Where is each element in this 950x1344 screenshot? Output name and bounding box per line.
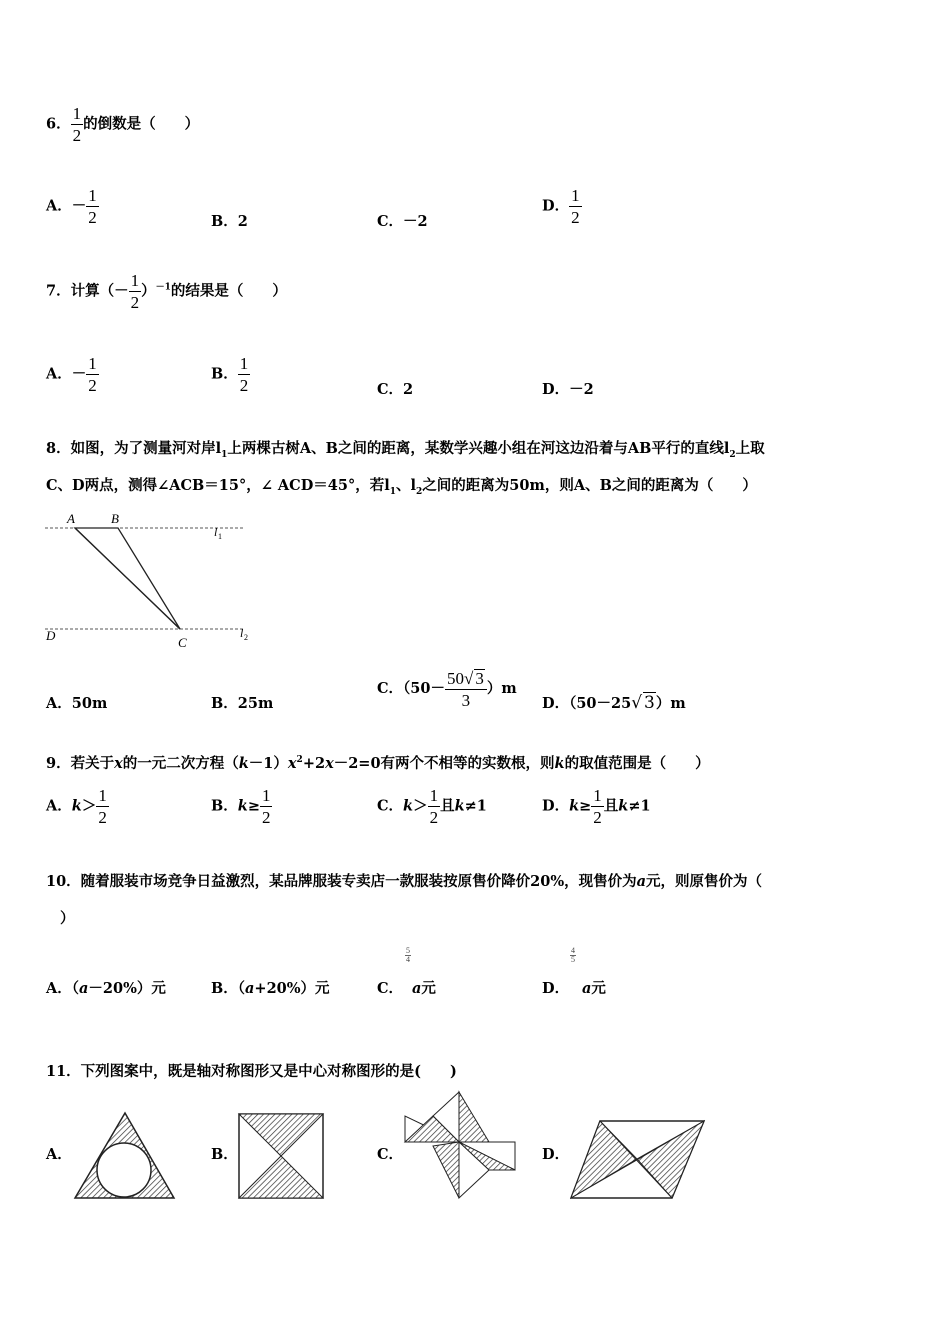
q9-option-c: C．k＞ $\frac{1}{2}$ 且k≠1 <box>377 786 487 827</box>
q7-option-a: A．－ $\frac{1}{2}$ <box>46 354 97 395</box>
q11-figure-d-parallelogram <box>568 1118 708 1202</box>
q10-option-d-fraction: $\frac{4}{5}$ <box>571 946 575 964</box>
svg-text:C: C <box>178 635 187 650</box>
q6-option-b: B．2 <box>211 213 248 230</box>
q6-option-c: C．－2 <box>377 213 428 230</box>
q11-figure-c-pinwheel <box>403 1090 519 1202</box>
question-7: 7．计算（－ $\frac{1}{2}$ ）$^{-1}$的结果是（ ） <box>46 271 287 312</box>
q8-option-d: D．（50－25√ 3）m <box>542 693 686 713</box>
q10-option-a: A．（a－20%）元 <box>46 980 166 997</box>
q10-option-b: B．（a+20%）元 <box>211 980 330 997</box>
q10-option-c-fraction: $\frac{5}{4}$ <box>406 946 410 964</box>
svg-text:D: D <box>46 628 56 643</box>
q6-option-a: A．－ $\frac{1}{2}$ <box>46 186 97 227</box>
q11-figure-a-triangle <box>72 1110 178 1202</box>
question-number: 6． <box>46 115 71 133</box>
q11-figure-b-square <box>237 1112 327 1202</box>
q9-option-d: D．k≥ $\frac{1}{2}$ 且k≠1 <box>542 786 651 827</box>
question-text: 的倒数是（ ） <box>83 115 200 133</box>
q11-option-d-label: D． <box>542 1146 570 1163</box>
question-8-line-2: C、D两点，测得∠ACB＝15°，∠ ACD＝45°，若$l_1$、$l_2$之间的距离为50m，则A、B之间的距离为（ ） <box>46 477 757 497</box>
q6-option-d: D． $\frac{1}{2}$ <box>542 186 580 227</box>
q10-option-d: D． <box>542 980 570 997</box>
q8-option-b: B．25m <box>211 695 274 712</box>
river-figure <box>40 508 270 653</box>
svg-text:B: B <box>111 511 119 526</box>
q7-option-c: C．2 <box>377 381 414 398</box>
fraction: $\frac{1}{2}$ <box>72 104 82 145</box>
question-10-line-1: 10．随着服装市场竞争日益激烈，某品牌服装专卖店一款服装按原售价降价20%，现售价为a元，则原售价为（ <box>46 873 763 890</box>
question-10-line-2: ） <box>60 910 75 927</box>
question-11: 11．下列图案中，既是轴对称图形又是中心对称图形的是( ) <box>46 1063 457 1080</box>
q8-option-c: C．（50－ $\frac{50√ 3}{3}$ ）m <box>377 669 517 710</box>
q11-option-b-label: B． <box>211 1146 238 1163</box>
svg-text:1: 1 <box>218 532 222 541</box>
svg-text:A: A <box>67 511 75 526</box>
svg-text:l: l <box>214 525 218 539</box>
q7-option-b: B． $\frac{1}{2}$ <box>211 354 249 395</box>
question-8-line-1: 8．如图，为了测量河对岸$l_1$上两棵古树A、B之间的距离，某数学兴趣小组在河这边沿着与AB平行的直线$l_2$上取 <box>46 440 765 460</box>
q9-option-a: A．k＞ $\frac{1}{2}$ <box>46 786 107 827</box>
svg-text:l: l <box>240 626 244 640</box>
q10-option-c: C． <box>377 980 404 997</box>
q9-option-b: B．k≥ $\frac{1}{2}$ <box>211 786 271 827</box>
q11-option-c-label: C． <box>377 1146 404 1163</box>
q10-option-d-value: a元 <box>582 980 606 997</box>
question-6 <box>46 105 199 144</box>
q10-option-c-value: a元 <box>412 980 436 997</box>
q11-option-a-label: A． <box>46 1146 72 1163</box>
q7-option-d: D．－2 <box>542 381 594 398</box>
question-9: 9．若关于x的一元二次方程$(k-1)x^2+2x-2=0$有两个不相等的实数根，则k的取值范围是（ ） <box>46 755 710 772</box>
svg-text:2: 2 <box>244 633 248 642</box>
q8-option-a: A．50m <box>46 695 108 712</box>
